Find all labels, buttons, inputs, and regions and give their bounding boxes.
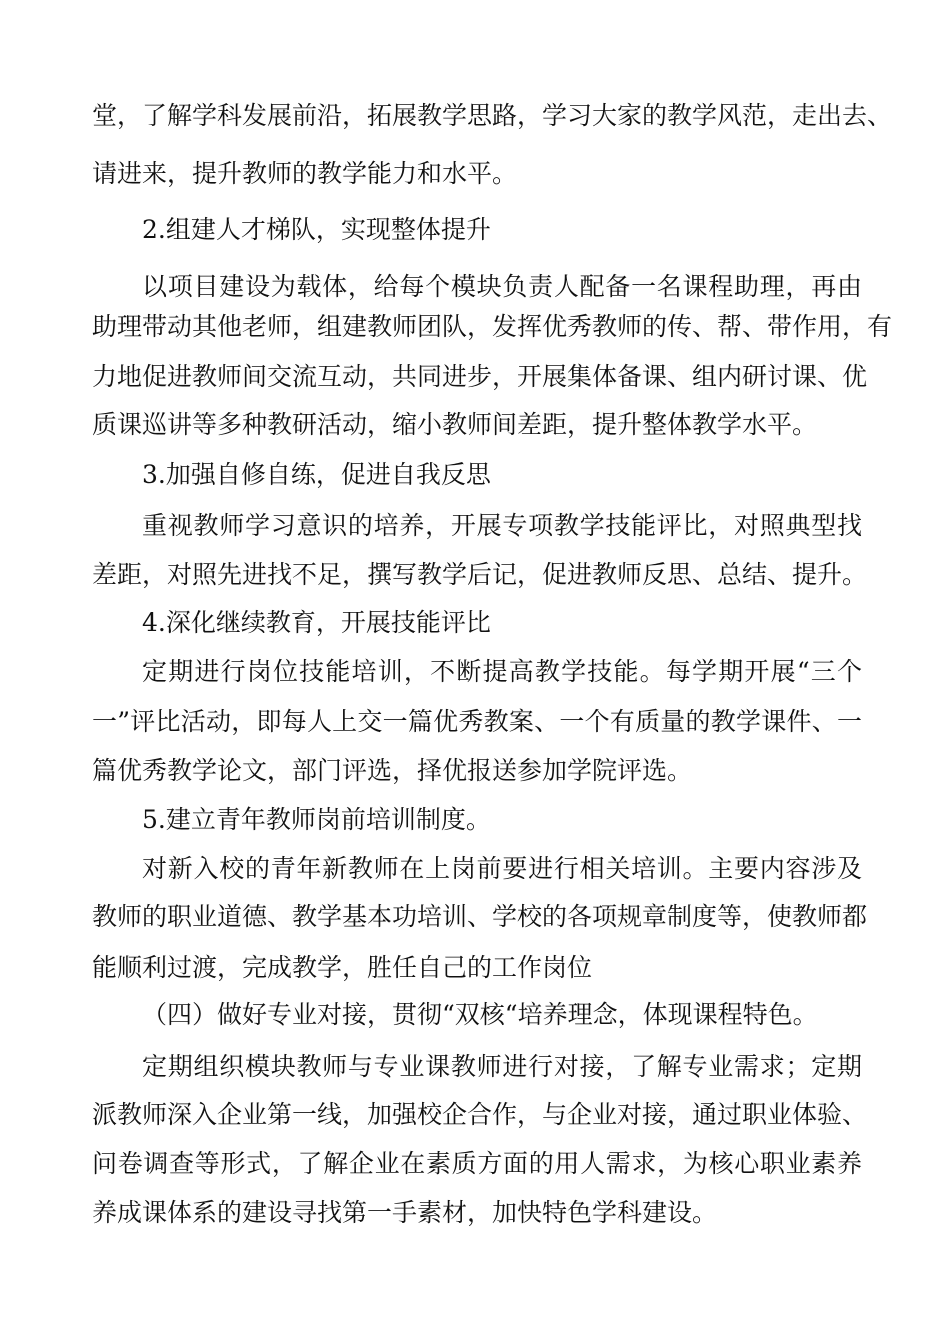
paragraph-line-16: 对新入校的青年新教师在上岗前要进行相关培训。主要内容涉及 (142, 854, 862, 883)
paragraph-line-14: 篇优秀教学论文，部门评选，择优报送参加学院评选。 (92, 756, 693, 785)
section-heading-4: 4.深化继续教育，开展技能评比 (142, 608, 491, 637)
section-heading-four: （四）做好专业对接，贯彻“双核“培养理念，体现课程特色。 (142, 1000, 818, 1029)
paragraph-line-17: 教师的职业道德、教学基本功培训、学校的各项规章制度等，使教师都 (92, 902, 868, 931)
paragraph-line-6: 力地促进教师间交流互动，共同进步，开展集体备课、组内研讨课、优 (92, 362, 868, 391)
paragraph-line-9: 重视教师学习意识的培养，开展专项教学技能评比，对照典型找 (142, 511, 862, 540)
paragraph-line-2: 请进来，提升教师的教学能力和水平。 (92, 159, 518, 188)
paragraph-line-20: 定期组织模块教师与专业课教师进行对接，了解专业需求；定期 (142, 1052, 862, 1081)
paragraph-line-12: 定期进行岗位技能培训，不断提高教学技能。每学期开展“三个 (142, 657, 862, 686)
paragraph-line-5: 助理带动其他老师，组建教师团队，发挥优秀教师的传、帮、带作用，有 (92, 312, 893, 341)
paragraph-line-7: 质课巡讲等多种教研活动，缩小教师间差距，提升整体教学水平。 (92, 410, 818, 439)
paragraph-line-10: 差距，对照先进找不足，撰写教学后记，促进教师反思、总结、提升。 (92, 560, 868, 589)
paragraph-line-18: 能顺利过渡，完成教学，胜任自己的工作岗位 (92, 953, 593, 982)
paragraph-line-4: 以项目建设为载体，给每个模块负责人配备一名课程助理，再由 (142, 272, 862, 301)
section-heading-3: 3.加强自修自练，促进自我反思 (142, 460, 491, 489)
paragraph-line-23: 养成课体系的建设寻找第一手素材，加快特色学科建设。 (92, 1198, 718, 1227)
paragraph-line-21: 派教师深入企业第一线，加强校企合作，与企业对接，通过职业体验、 (92, 1100, 868, 1129)
section-heading-2: 2.组建人才梯队，实现整体提升 (142, 215, 491, 244)
paragraph-line-22: 问卷调查等形式，了解企业在素质方面的用人需求，为核心职业素养 (92, 1149, 862, 1178)
paragraph-line-13: 一”评比活动，即每人上交一篇优秀教案、一个有质量的教学课件、一 (92, 707, 862, 736)
section-heading-5: 5.建立青年教师岗前培训制度。 (142, 805, 491, 834)
paragraph-line-1: 堂，了解学科发展前沿，拓展教学思路，学习大家的教学风范，走出去、 (92, 101, 893, 130)
